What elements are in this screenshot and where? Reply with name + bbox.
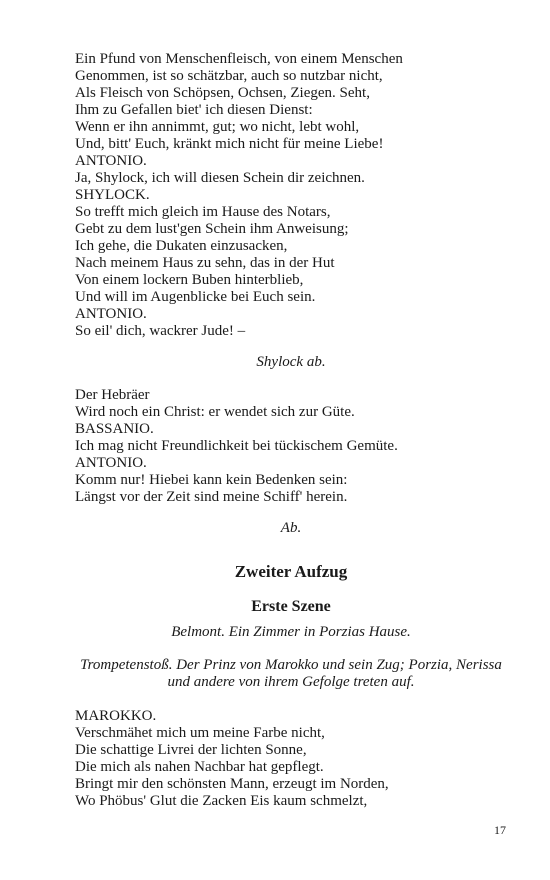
- act-heading: Zweiter Aufzug: [234, 562, 348, 581]
- verse-line: Ein Pfund von Menschenfleisch, von einem Menschen: [75, 51, 403, 67]
- verse-line: Und, bitt' Euch, kränkt mich nicht für meine Liebe!: [75, 136, 384, 152]
- page-number: 17: [494, 823, 506, 837]
- speaker-name: MAROKKO.: [75, 708, 157, 724]
- verse-line: Von einem lockern Buben hinterblieb,: [75, 272, 304, 288]
- verse-line: Wenn er ihn annimmt, gut; wo nicht, lebt wohl,: [75, 119, 360, 135]
- verse-line: Nach meinem Haus zu sehn, das in der Hut: [75, 255, 335, 271]
- verse-line: Der Hebräer: [75, 387, 150, 403]
- verse-line: Ich mag nicht Freundlichkeit bei tückischem Gemüte.: [75, 438, 398, 454]
- verse-line: Ich gehe, die Dukaten einzusacken,: [75, 238, 288, 254]
- verse-line: Wo Phöbus' Glut die Zacken Eis kaum schmelzt,: [75, 793, 368, 809]
- verse-line: Die schattige Livrei der lichten Sonne,: [75, 742, 307, 758]
- verse-line: Gebt zu dem lust'gen Schein ihm Anweisung;: [75, 221, 349, 237]
- verse-line: Längst vor der Zeit sind meine Schiff' herein.: [75, 489, 348, 505]
- verse-line: Als Fleisch von Schöpsen, Ochsen, Ziegen. Seht,: [75, 85, 370, 101]
- speaker-name: ANTONIO.: [75, 455, 147, 471]
- speaker-name: SHYLOCK.: [75, 187, 150, 203]
- stage-direction-entrance-line-1: Trompetenstoß. Der Prinz von Marokko und sein Zug; Porzia, Nerissa: [80, 657, 502, 673]
- scene-setting: Belmont. Ein Zimmer in Porzias Hause.: [171, 624, 411, 640]
- verse-line: Verschmähet mich um meine Farbe nicht,: [75, 725, 325, 741]
- speaker-name: ANTONIO.: [75, 153, 147, 169]
- speaker-name: ANTONIO.: [75, 306, 147, 322]
- verse-line: Genommen, ist so schätzbar, auch so nutzbar nicht,: [75, 68, 383, 84]
- stage-direction-exit: Ab.: [280, 520, 302, 536]
- verse-line: So eil' dich, wackrer Jude! –: [75, 323, 246, 339]
- speaker-name: BASSANIO.: [75, 421, 154, 437]
- verse-line: Komm nur! Hiebei kann kein Bedenken sein:: [75, 472, 348, 488]
- verse-line: So trefft mich gleich im Hause des Notars,: [75, 204, 331, 220]
- stage-direction-shylock-exit: Shylock ab.: [256, 354, 326, 370]
- verse-line: Wird noch ein Christ: er wendet sich zur Güte.: [75, 404, 355, 420]
- verse-line: Bringt mir den schönsten Mann, erzeugt im Norden,: [75, 776, 389, 792]
- verse-line: Ja, Shylock, ich will diesen Schein dir zeichnen.: [75, 170, 365, 186]
- verse-line: Ihm zu Gefallen biet' ich diesen Dienst:: [75, 102, 313, 118]
- verse-line: Die mich als nahen Nachbar hat gepflegt.: [75, 759, 324, 775]
- verse-line: Und will im Augenblicke bei Euch sein.: [75, 289, 316, 305]
- stage-direction-entrance-line-2: und andere von ihrem Gefolge treten auf.: [167, 674, 415, 690]
- scene-heading: Erste Szene: [251, 598, 331, 615]
